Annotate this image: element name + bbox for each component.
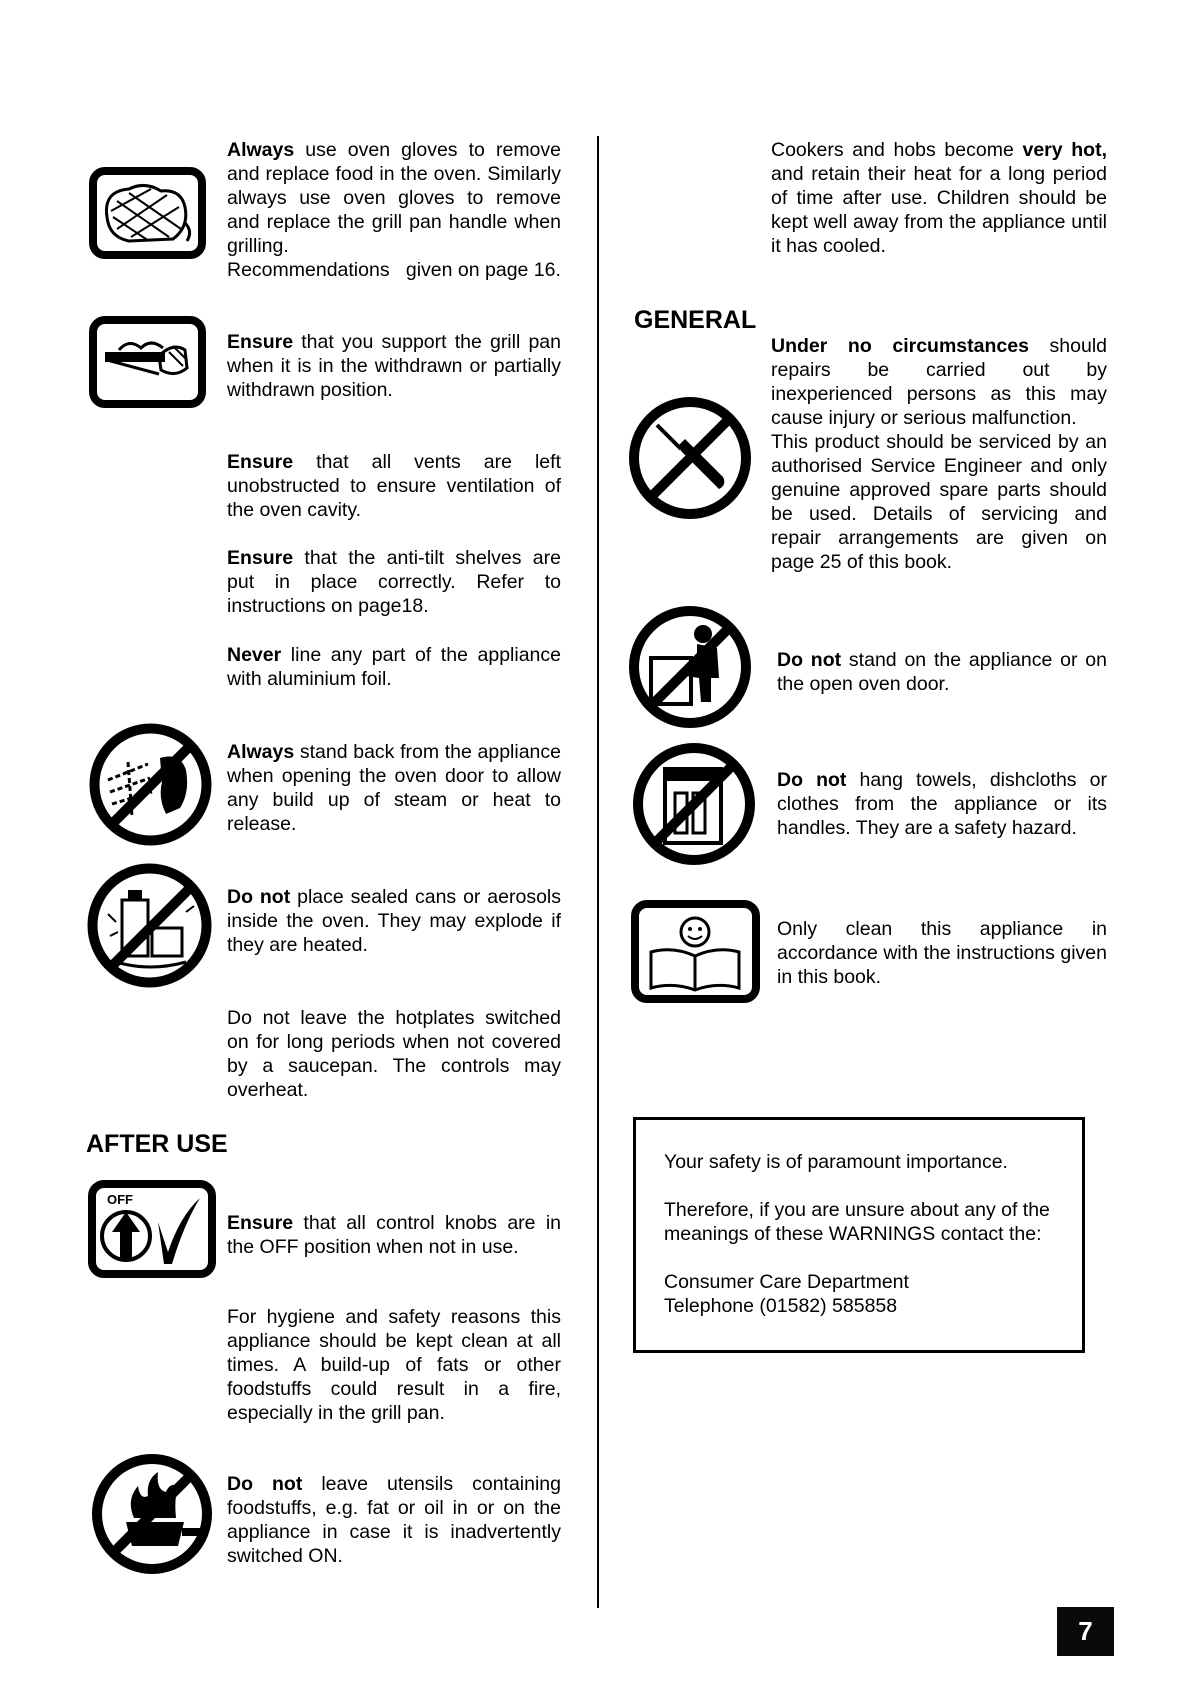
hygiene-text: For hygiene and safety reasons this appliance should be kept clean at all times. A build-up of fats or other foodstuffs could result in a fire, especially in the grill pan. — [227, 1306, 561, 1424]
steam-warning-icon — [88, 722, 213, 847]
column-divider — [597, 136, 599, 1608]
no-screwdriver-icon — [627, 395, 753, 521]
hot-cookers-text: Cookers and hobs become very hot, and retain their heat for a long period of time after use. Children should be kept well away from the appliance until it has cooled. — [771, 139, 1107, 257]
safety-line-1: Your safety is of paramount importance. — [664, 1151, 1008, 1173]
no-standing-icon — [627, 604, 753, 730]
utensils-text: Do not leave utensils containing foodstuffs, e.g. fat or oil in or on the appliance in case it is inadvertently switched ON. — [227, 1473, 561, 1567]
pan-fire-icon — [90, 1452, 214, 1576]
steam-text: Always stand back from the appliance when opening the oven door to allow any build up of steam or heat to release. — [227, 741, 561, 835]
clean-text: Only clean this appliance in accordance with the instructions given in this book. — [777, 918, 1107, 988]
aerosol-can-icon — [86, 862, 213, 989]
general-heading: GENERAL — [634, 306, 757, 334]
safety-notice-box — [633, 1117, 1085, 1353]
safety-line-4: Telephone (01582) 585858 — [664, 1295, 898, 1317]
cans-text: Do not place sealed cans or aerosols inside the oven. They may explode if they are heated. — [227, 886, 562, 956]
hotplates-text: Do not leave the hotplates switched on for long periods when not covered by a saucepan. The controls may overheat. — [227, 1007, 561, 1101]
knobs-text: Ensure that all control knobs are in the OFF position when not in use. — [227, 1212, 561, 1258]
after-use-heading: AFTER USE — [86, 1130, 228, 1158]
grill-support-text: Ensure that you support the grill pan when it is in the withdrawn or partially withdrawn position. — [227, 331, 561, 401]
gloves-text: Always use oven gloves to remove and replace food in the oven. Similarly always use oven gloves to remove and replace the grill pan handle when grilling. Recommendations given on page 16. — [227, 139, 561, 281]
oven-glove-icon — [89, 167, 206, 259]
safety-line-3: Consumer Care Department — [664, 1271, 909, 1293]
read-manual-icon — [631, 900, 760, 1003]
foil-text: Never line any part of the appliance with aluminium foil. — [227, 644, 561, 690]
repairs-text: Under no circumstances should repairs be carried out by inexperienced persons as this may cause injury or serious malfunction. This product should be serviced by an authorised Service Engineer and only genuine approved spare parts should be used. Details of servicing and repair arrangements are given on page 25 of this book. — [771, 335, 1107, 573]
towels-text: Do not hang towels, dishcloths or clothes from the appliance or its handles. They are a safety hazard. — [777, 769, 1107, 839]
vents-text: Ensure that all vents are left unobstructed to ensure ventilation of the oven cavity. — [227, 451, 561, 521]
stand-text: Do not stand on the appliance or on the open oven door. — [777, 649, 1107, 695]
page-number: 7 — [1057, 1607, 1114, 1656]
off-knob-icon — [88, 1180, 216, 1278]
safety-line-2: Therefore, if you are unsure about any of the meanings of these WARNINGS contact the: — [664, 1199, 1050, 1245]
no-towels-icon — [631, 741, 757, 867]
shelves-text: Ensure that the anti-tilt shelves are put in place correctly. Refer to instructions on page18. — [227, 547, 561, 617]
grill-pan-icon — [89, 316, 206, 408]
off-label: OFF — [107, 1192, 133, 1207]
